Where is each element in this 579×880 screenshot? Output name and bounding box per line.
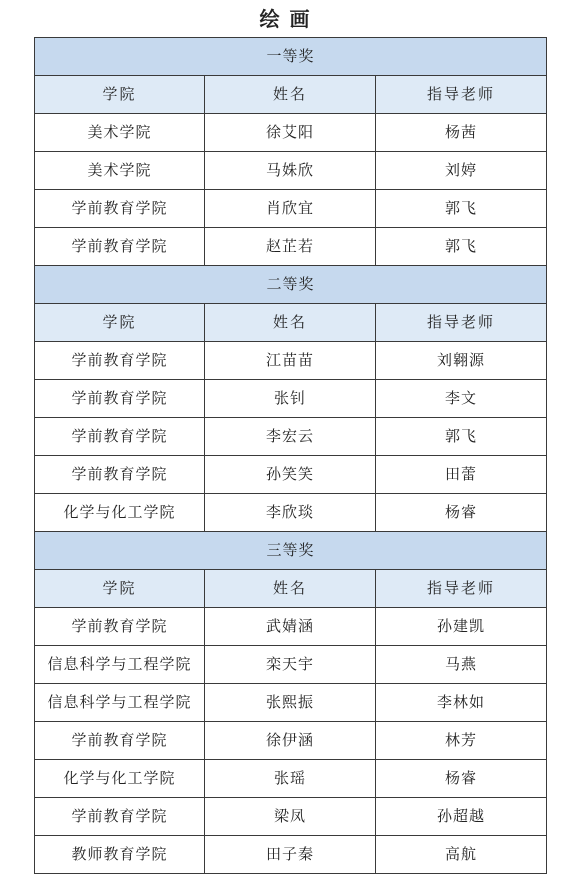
cell-advisor: 李文 (376, 380, 547, 418)
cell-advisor: 郭飞 (376, 418, 547, 456)
column-header-student-name: 姓名 (205, 570, 376, 608)
awards-table (34, 37, 547, 874)
cell-advisor: 孙超越 (376, 798, 547, 836)
cell-college: 教师教育学院 (35, 836, 205, 874)
cell-advisor: 刘翱源 (376, 342, 547, 380)
cell-student-name: 李欣琰 (205, 494, 376, 532)
cell-student-name: 赵芷若 (205, 228, 376, 266)
cell-student-name: 李宏云 (205, 418, 376, 456)
cell-student-name: 张瑶 (205, 760, 376, 798)
cell-advisor: 杨睿 (376, 760, 547, 798)
prize-level-row (35, 38, 547, 76)
cell-student-name: 武婧涵 (205, 608, 376, 646)
cell-college: 学前教育学院 (35, 342, 205, 380)
cell-student-name: 江苗苗 (205, 342, 376, 380)
awards-table-body (35, 38, 547, 874)
cell-advisor: 孙建凯 (376, 608, 547, 646)
cell-advisor: 林芳 (376, 722, 547, 760)
cell-college: 信息科学与工程学院 (35, 646, 205, 684)
column-header-row (35, 570, 547, 608)
column-header-college: 学院 (35, 304, 205, 342)
cell-college: 学前教育学院 (35, 456, 205, 494)
cell-student-name: 徐艾阳 (205, 114, 376, 152)
column-header-advisor: 指导老师 (376, 76, 547, 114)
cell-college: 学前教育学院 (35, 418, 205, 456)
table-row (35, 456, 547, 494)
column-header-row (35, 304, 547, 342)
cell-advisor: 杨睿 (376, 494, 547, 532)
prize-level-row (35, 266, 547, 304)
prize-level-label: 三等奖 (35, 532, 547, 570)
cell-advisor: 李林如 (376, 684, 547, 722)
table-row (35, 836, 547, 874)
table-row (35, 228, 547, 266)
cell-advisor: 郭飞 (376, 228, 547, 266)
column-header-row (35, 76, 547, 114)
table-row (35, 684, 547, 722)
column-header-college: 学院 (35, 570, 205, 608)
column-header-student-name: 姓名 (205, 76, 376, 114)
table-row (35, 646, 547, 684)
cell-advisor: 郭飞 (376, 190, 547, 228)
table-row (35, 342, 547, 380)
table-row (35, 152, 547, 190)
column-header-advisor: 指导老师 (376, 570, 547, 608)
cell-college: 学前教育学院 (35, 608, 205, 646)
cell-student-name: 田子秦 (205, 836, 376, 874)
column-header-advisor: 指导老师 (376, 304, 547, 342)
page-title: 绘画 (259, 7, 320, 31)
cell-college: 学前教育学院 (35, 190, 205, 228)
cell-college: 化学与化工学院 (35, 494, 205, 532)
cell-college: 学前教育学院 (35, 798, 205, 836)
table-row (35, 418, 547, 456)
cell-student-name: 张钊 (205, 380, 376, 418)
cell-student-name: 徐伊涵 (205, 722, 376, 760)
cell-advisor: 刘婷 (376, 152, 547, 190)
cell-student-name: 张熙振 (205, 684, 376, 722)
table-row (35, 798, 547, 836)
cell-student-name: 马姝欣 (205, 152, 376, 190)
cell-college: 学前教育学院 (35, 722, 205, 760)
cell-college: 美术学院 (35, 152, 205, 190)
prize-level-label: 二等奖 (35, 266, 547, 304)
cell-student-name: 肖欣宜 (205, 190, 376, 228)
table-row (35, 608, 547, 646)
prize-level-label: 一等奖 (35, 38, 547, 76)
table-row (35, 760, 547, 798)
column-header-college: 学院 (35, 76, 205, 114)
prize-level-row (35, 532, 547, 570)
cell-student-name: 孙笑笑 (205, 456, 376, 494)
cell-advisor: 田蕾 (376, 456, 547, 494)
cell-college: 学前教育学院 (35, 380, 205, 418)
cell-college: 学前教育学院 (35, 228, 205, 266)
table-row (35, 722, 547, 760)
cell-college: 美术学院 (35, 114, 205, 152)
column-header-student-name: 姓名 (205, 304, 376, 342)
cell-advisor: 马燕 (376, 646, 547, 684)
table-row (35, 380, 547, 418)
table-row (35, 494, 547, 532)
cell-student-name: 梁凤 (205, 798, 376, 836)
table-row (35, 114, 547, 152)
cell-student-name: 栾天宇 (205, 646, 376, 684)
cell-advisor: 高航 (376, 836, 547, 874)
cell-advisor: 杨茜 (376, 114, 547, 152)
table-row (35, 190, 547, 228)
cell-college: 化学与化工学院 (35, 760, 205, 798)
cell-college: 信息科学与工程学院 (35, 684, 205, 722)
